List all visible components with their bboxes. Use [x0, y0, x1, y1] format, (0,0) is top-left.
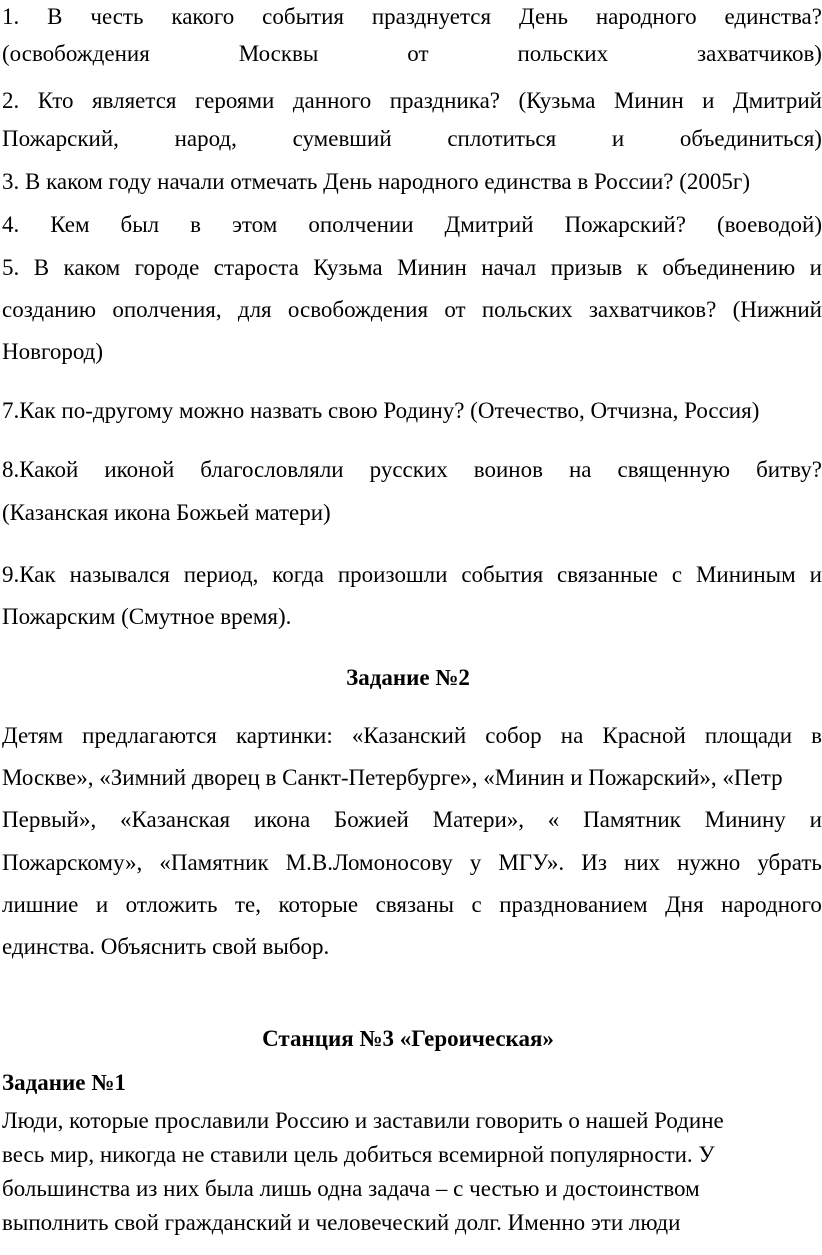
word: объединиться) — [679, 126, 822, 151]
task2-line-4 — [2, 848, 822, 878]
word: назывался — [69, 562, 170, 587]
word: те, — [234, 892, 261, 917]
word: праздника? — [389, 88, 500, 113]
word: 4. — [2, 212, 20, 237]
word: (воеводой) — [716, 212, 822, 237]
word: этом — [232, 212, 278, 237]
q8-line-2: (Казанская икона Божьей матери) — [2, 500, 331, 525]
word: Первый», — [2, 807, 97, 832]
word: МГУ». — [498, 850, 565, 875]
word: Пожарскому», — [2, 850, 143, 875]
word: и — [95, 892, 109, 917]
word: польских — [517, 41, 609, 66]
word: с — [471, 892, 482, 917]
station3-text-line-4: выполнить свой гражданский и человеческий долг. Именно эти люди — [2, 1210, 681, 1235]
q3-line-1: 3. В каком году начали отмечать День народного единства в России? (2005г) — [2, 169, 751, 194]
word: В — [47, 4, 63, 29]
word: Дня — [665, 892, 704, 917]
station3-text-line-3: большинства из них была лишь одна задача – с честью и достоинством — [2, 1176, 700, 1201]
word: события — [461, 562, 544, 587]
word: и — [809, 255, 822, 280]
word: 8.Какой — [2, 457, 79, 482]
word: в — [190, 212, 202, 237]
word: благословляли — [200, 457, 344, 482]
word: героями — [195, 88, 275, 113]
word: которые — [278, 892, 359, 917]
word: созданию — [2, 297, 97, 322]
word: народного — [721, 892, 822, 917]
q9-line-1 — [2, 560, 822, 590]
word: Матери», — [432, 807, 525, 832]
task2-line-5 — [2, 890, 822, 920]
task2-line-1 — [2, 721, 822, 751]
word: Божией — [334, 807, 409, 832]
station3-task1-heading: Задание №1 — [2, 1070, 126, 1095]
word: начал — [481, 255, 537, 280]
word: данного — [292, 88, 372, 113]
word: призыв — [550, 255, 623, 280]
word: Детям — [2, 723, 64, 748]
q1-line-1 — [2, 2, 822, 32]
word: польских — [481, 297, 573, 322]
word: когда — [272, 562, 324, 587]
task2-heading: Задание №2 — [346, 665, 470, 690]
word: Кузьма — [313, 255, 383, 280]
word: период, — [183, 562, 259, 587]
task2-line-3 — [2, 805, 822, 835]
word: единства? — [724, 4, 822, 29]
word: икона — [253, 807, 311, 832]
word: честь — [90, 4, 144, 29]
word: собор — [485, 723, 542, 748]
word: Памятник — [583, 807, 681, 832]
word: объединению — [662, 255, 796, 280]
word: картинки: — [235, 723, 333, 748]
station3-text-line-2: весь мир, никогда не ставили цель добиться всемирной популярности. У — [2, 1142, 715, 1167]
word: захватчиков) — [697, 41, 822, 66]
word: (Кузьма — [518, 88, 596, 113]
word: был — [120, 212, 160, 237]
q2-line-1 — [2, 86, 822, 116]
word: народ, — [174, 126, 237, 151]
word: народного — [595, 4, 697, 29]
word: русских — [369, 457, 448, 482]
word: на — [560, 723, 584, 748]
word: « — [547, 807, 560, 832]
word: события — [262, 4, 344, 29]
word: В — [33, 255, 50, 280]
word: Красной — [602, 723, 686, 748]
word: у — [469, 850, 482, 875]
word: священную — [617, 457, 731, 482]
word: городе — [134, 255, 200, 280]
station3-text-line-1: Люди, которые прославили Россию и заставили говорить о нашей Родине — [2, 1108, 724, 1133]
word: битву? — [756, 457, 822, 482]
word: 1. — [2, 4, 20, 29]
word: празднованием — [499, 892, 648, 917]
task2-line-6: единства. Объяснить свой выбор. — [2, 934, 330, 959]
word: М.В.Ломоносову — [285, 850, 453, 875]
word: каком — [63, 255, 121, 280]
word: произошли — [337, 562, 448, 587]
word: Из — [581, 850, 607, 875]
word: лишние — [2, 892, 79, 917]
word: в — [811, 723, 822, 748]
word: является — [91, 88, 177, 113]
word: Кем — [50, 212, 90, 237]
station3-heading: Станция №3 «Героическая» — [262, 1026, 554, 1051]
word: освобождения — [287, 297, 429, 322]
word: Москвы — [238, 41, 319, 66]
word: «Казанская — [119, 807, 231, 832]
word: ополчения, — [112, 297, 222, 322]
q9-line-2: Пожарским (Смутное время). — [2, 604, 292, 629]
word: Пожарский? — [564, 212, 686, 237]
word: и — [809, 807, 822, 832]
word: Минин — [397, 255, 467, 280]
word: иконой — [104, 457, 175, 482]
word: к — [636, 255, 648, 280]
q1-line-2 — [2, 39, 822, 69]
word: от — [407, 41, 429, 66]
q5-line-3: Новгород) — [2, 339, 104, 364]
word: убрать — [757, 850, 822, 875]
q2-line-2 — [2, 124, 822, 154]
q5-line-1 — [2, 253, 822, 283]
word: (Нижний — [732, 297, 822, 322]
word: Пожарский, — [2, 126, 119, 151]
word: и — [809, 562, 822, 587]
word: сумевший — [292, 126, 392, 151]
word: ополчении — [308, 212, 414, 237]
word: Мининым — [695, 562, 796, 587]
word: Кто — [37, 88, 74, 113]
q5-line-2 — [2, 295, 822, 325]
word: с — [671, 562, 683, 587]
word: на — [568, 457, 592, 482]
word: и — [611, 126, 625, 151]
word: и — [702, 88, 715, 113]
word: Дмитрий — [732, 88, 822, 113]
word: воинов — [473, 457, 543, 482]
word: какого — [171, 4, 235, 29]
word: предлагаются — [82, 723, 217, 748]
word: нужно — [677, 850, 741, 875]
word: захватчиков? — [588, 297, 717, 322]
word: «Памятник — [159, 850, 269, 875]
word: связаны — [375, 892, 455, 917]
word: Минин — [613, 88, 684, 113]
word: «Казанский — [351, 723, 467, 748]
word: отложить — [125, 892, 218, 917]
word: них — [623, 850, 661, 875]
word: празднуется — [371, 4, 492, 29]
word: для — [237, 297, 272, 322]
word: связанные — [557, 562, 658, 587]
word: староста — [213, 255, 299, 280]
word: площади — [704, 723, 793, 748]
word: День — [519, 4, 568, 29]
word: 9.Как — [2, 562, 56, 587]
word: от — [444, 297, 466, 322]
q7-line-1: 7.Как по-другому можно назвать свою Родину? (Отечество, Отчизна, Россия) — [2, 398, 760, 423]
word: 5. — [2, 255, 20, 280]
word: 2. — [2, 88, 20, 113]
word: (освобождения — [2, 41, 150, 66]
word: сплотиться — [447, 126, 557, 151]
q8-line-1 — [2, 455, 822, 485]
q4-line-1 — [2, 210, 822, 240]
task2-line-2: Москве», «Зимний дворец в Санкт-Петербурге», «Минин и Пожарский», «Петр — [2, 765, 783, 790]
word: Дмитрий — [444, 212, 534, 237]
word: Минину — [704, 807, 786, 832]
